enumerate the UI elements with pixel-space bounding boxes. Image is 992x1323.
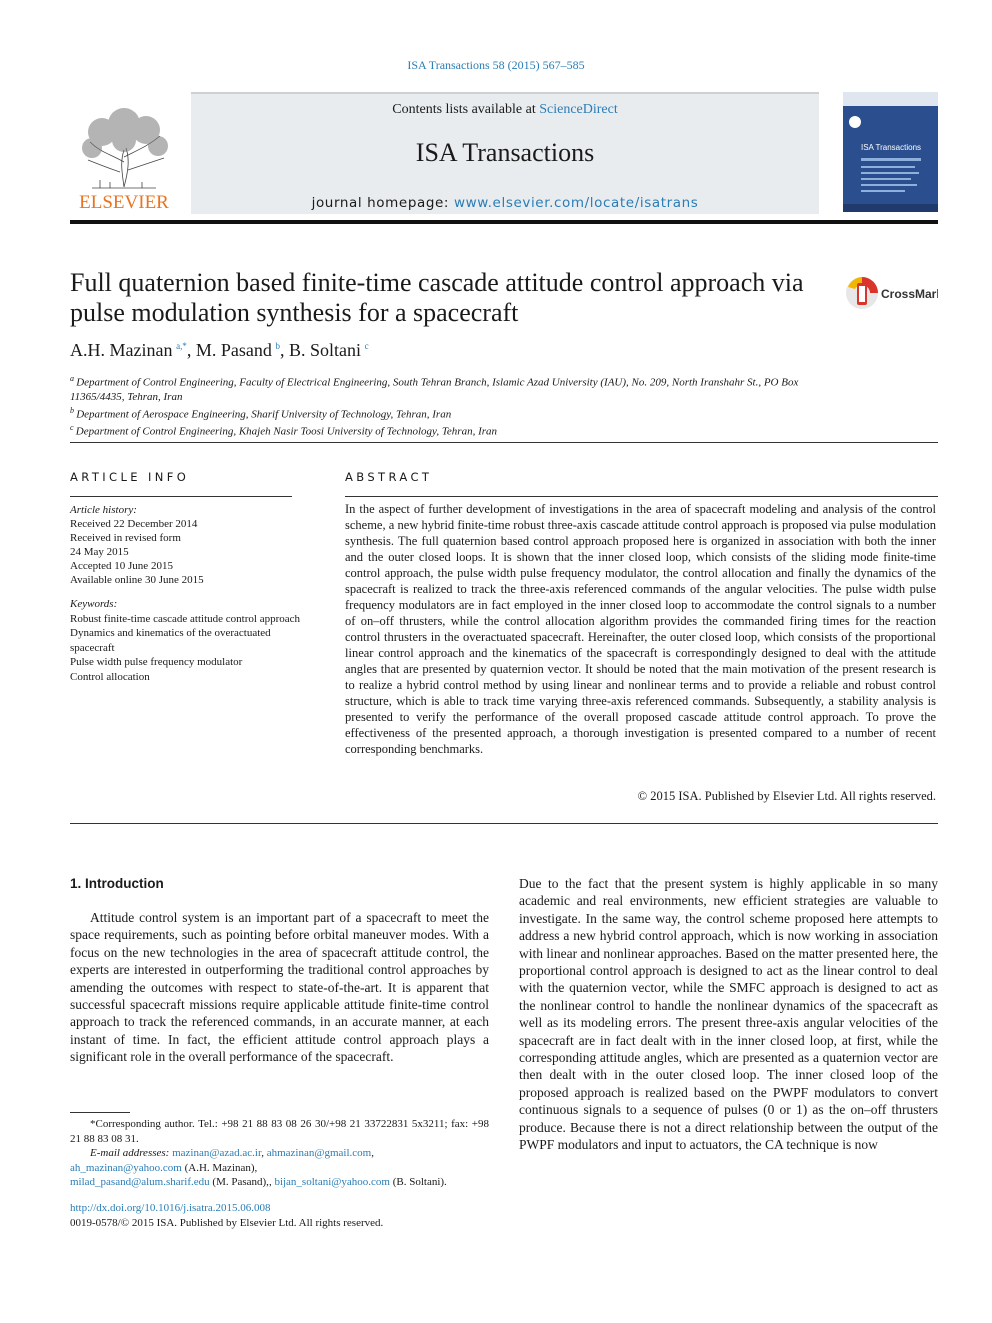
author-name[interactable]: B. Soltani: [288, 340, 361, 360]
keyword-item: Pulse width pulse frequency modulator: [70, 656, 243, 668]
corresponding-author-note: *Corresponding author. Tel.: +98 21 88 83 08 26 30/+98 21 33722831 5x3211; fax: +98 21 88 83 08 31.: [70, 1118, 489, 1145]
author-name[interactable]: M. Pasand: [195, 340, 272, 360]
doi-block: [70, 1201, 383, 1230]
publisher-name: ELSEVIER: [79, 192, 169, 212]
email-link[interactable]: ahmazinan@gmail.com: [266, 1147, 372, 1159]
email-line: E-mail addresses: mazinan@azad.ac.ir, ahmazinan@gmail.com,: [90, 1147, 374, 1159]
author-name[interactable]: A.H. Mazinan: [70, 340, 173, 360]
elsevier-tree-icon: [70, 102, 178, 212]
abstract-copyright: © 2015 ISA. Published by Elsevier Ltd. All rights reserved.: [637, 789, 936, 803]
body-column-right: Due to the fact that the present system is highly applicable in so many academic and real environments, new efficient strategies are valuable to investigate. In the same way, the control scheme proposed here attempts to address a new hybrid control approach, which is now working in association with linear and nonlinear approaches. Based on the matter presented here, the proportional control approach is designed to act as the linear control to deal with the quaternion vector, while the SMFC approach is designed to act as the nonlinear control to handle the nonlinear dynamics of the spacecraft as well as its modeling errors. The present three-axis angular velocities of the spacecraft are in fact dealt with in the inner closed loop, at first, while the corresponding attitude angles, which are presented as a quaternion vector are then dealt with in the outer closed loop. The inner closed loop of the proposed approach is realized based on the PWPF modulators to convert continuous signals to a sequence of pulses (0 or 1) as the on–off thrusters produce. Because there is not a direct relationship between the output of the PWPF modulators and input to actuators, the CA technique is now: [519, 876, 938, 1153]
keywords: Keywords: Robust finite-time cascade attitude control approach Dynamics and kinematics of the overactuated spacecraft Pulse width pulse frequency modulator Control allocation: [70, 598, 301, 683]
divider: [70, 442, 938, 443]
abstract-heading: ABSTRACT: [345, 470, 433, 484]
author-list: A.H. Mazinan $^{a,*}$, M. Pasand $^b$, B. Soltani $^c$: [70, 340, 369, 360]
history-item: Received 22 December 2014: [70, 518, 198, 530]
article-history: Article history: Received 22 December 2014 Received in revised form 24 May 2015 Accepted 10 June 2015 Available online 30 June 2015: [70, 503, 300, 587]
footnote: [70, 1117, 489, 1190]
email-link[interactable]: ah_mazinan@yahoo.com: [70, 1161, 182, 1174]
keyword-item: Control allocation: [70, 670, 150, 683]
history-item: Accepted 10 June 2015: [70, 560, 173, 572]
masthead: [70, 92, 938, 212]
divider: [70, 823, 938, 824]
body-column-left: Attitude control system is an important part of a spacecraft to meet the space requirements, such as pointing before orbital maneuver modes. With a focus on the new technologies in the area of spacecraft attitude control, the experts are interested in outperforming the traditional control approaches by amending the outcomes with respect to state-of-the-art. It is apparent that successful spacecraft missions require applicable attitude finite-time control approach to track the referenced commands, in an accurate manner, at each instant of time. In fact, the efficient attitude control approach plays a significant role in the overall performance of the spacecraft.: [70, 910, 489, 1065]
journal-cover-thumbnail[interactable]: [843, 92, 938, 212]
svg-text:ISA Transactions: ISA Transactions: [861, 143, 922, 152]
crossmark-icon: [845, 273, 938, 313]
homepage-link[interactable]: www.elsevier.com/locate/isatrans: [453, 195, 699, 211]
journal-cover-image: [843, 92, 938, 212]
journal-title: ISA Transactions: [415, 138, 595, 167]
journal-reference[interactable]: ISA Transactions 58 (2015) 567–585: [407, 58, 585, 72]
journal-header-panel: [191, 92, 819, 214]
divider: [345, 496, 938, 497]
email-link[interactable]: milad_pasand@alum.sharif.edu: [70, 1176, 210, 1188]
author-mark: c: [364, 341, 369, 351]
email-link[interactable]: bijan_soltani@yahoo.com: [274, 1176, 390, 1188]
email-line: milad_pasand@alum.sharif.edu (M. Pasand),, bijan_soltani@yahoo.com (B. Soltani).: [70, 1176, 447, 1188]
keyword-item: Dynamics and kinematics of the overactuated spacecraft: [70, 627, 271, 654]
issn-line: 0019-0578/© 2015 ISA. Published by Elsevier Ltd. All rights reserved.: [70, 1216, 384, 1229]
article-info-heading: ARTICLE INFO: [70, 470, 190, 484]
history-item: Received in revised form: [70, 532, 181, 544]
keyword-item: Robust finite-time cascade attitude control approach: [70, 612, 301, 625]
article-title: Full quaternion based finite-time cascade attitude control approach via pulse modulation synthesis for a spacecraft: [70, 268, 804, 327]
affiliation-item: $^b$ Department of Aerospace Engineering, Sharif University of Technology, Tehran, Iran: [70, 405, 452, 421]
email-link[interactable]: mazinan@azad.ac.ir: [172, 1147, 262, 1159]
doi-link[interactable]: http://dx.doi.org/10.1016/j.isatra.2015.06.008: [70, 1202, 271, 1214]
affiliations: [70, 372, 840, 439]
homepage-line: journal homepage: www.elsevier.com/locate/isatrans: [311, 195, 699, 211]
crossmark-badge[interactable]: [845, 273, 938, 313]
svg-text:CrossMark: CrossMark: [881, 287, 938, 301]
email-line: ah_mazinan@yahoo.com (A.H. Mazinan),: [70, 1161, 258, 1174]
section-heading: 1. Introduction: [70, 876, 164, 891]
footnote-rule: [70, 1112, 130, 1113]
affiliation-item: $^c$ Department of Control Engineering, Khajeh Nasir Toosi University of Technology, Tehran, Iran: [70, 423, 498, 438]
sciencedirect-link[interactable]: ScienceDirect: [539, 102, 618, 117]
history-item: Available online 30 June 2015: [70, 574, 204, 586]
header-rule: [70, 220, 938, 224]
divider: [70, 496, 292, 497]
abstract-text: In the aspect of further development of investigations in the area of spacecraft modeling and analysis of the control scheme, a new hybrid finite-time robust three-axis cascade attitude control approach is proposed via pulse modulation synthesis. The full quaternion based control approach proposed here is organized in association with both the inner and the outer closed loops. It is shown that the inner closed loop, which consists of the sliding mode finite-time control approach, the pulse width pulse frequency modulator, the control allocation and finally the dynamics of the spacecraft is realized to track the three-axis referenced commands of the angular velocities. The pulse width pulse frequency modulators are in fact employed in the inner closed loop to accommodate the control signals to a number of on–off thrusters, while the control allocation algorithm provides the commanded firing times for the reaction control thrusters in the overactuated spacecraft. Hereinafter, the outer closed loop, which consists of the proportional linear control approach and the kinematics of the spacecraft is correspondingly designed to deal with the attitude angles that are presented by quaternion vector. It should be noted that the main motivation of the present research is to realize a hybrid control method by using linear and nonlinear terms and to provide a reliable and robust control structure, which is able to track time varying three-axis referenced commands. Subsequently, a stability analysis is presented to verify the performance of the overall proposed cascade attitude control approach. To prove the effectiveness of the presented approach, a thorough investigation is presented compared to a number of recent corresponding benchmarks.: [345, 502, 936, 756]
history-item: 24 May 2015: [70, 546, 129, 558]
contents-line: Contents lists available at ScienceDirect: [392, 102, 618, 117]
affiliation-item: $^a$ Department of Control Engineering, Faculty of Electrical Engineering, South Tehran Branch, Islamic Azad University (IAU), No. 209, North Iranshahr St., PO Box 11365/4435, Tehran, Iran: [70, 374, 799, 403]
author-mark: a,*: [176, 341, 187, 351]
elsevier-logo: [70, 102, 178, 212]
author-mark: b: [275, 341, 280, 351]
